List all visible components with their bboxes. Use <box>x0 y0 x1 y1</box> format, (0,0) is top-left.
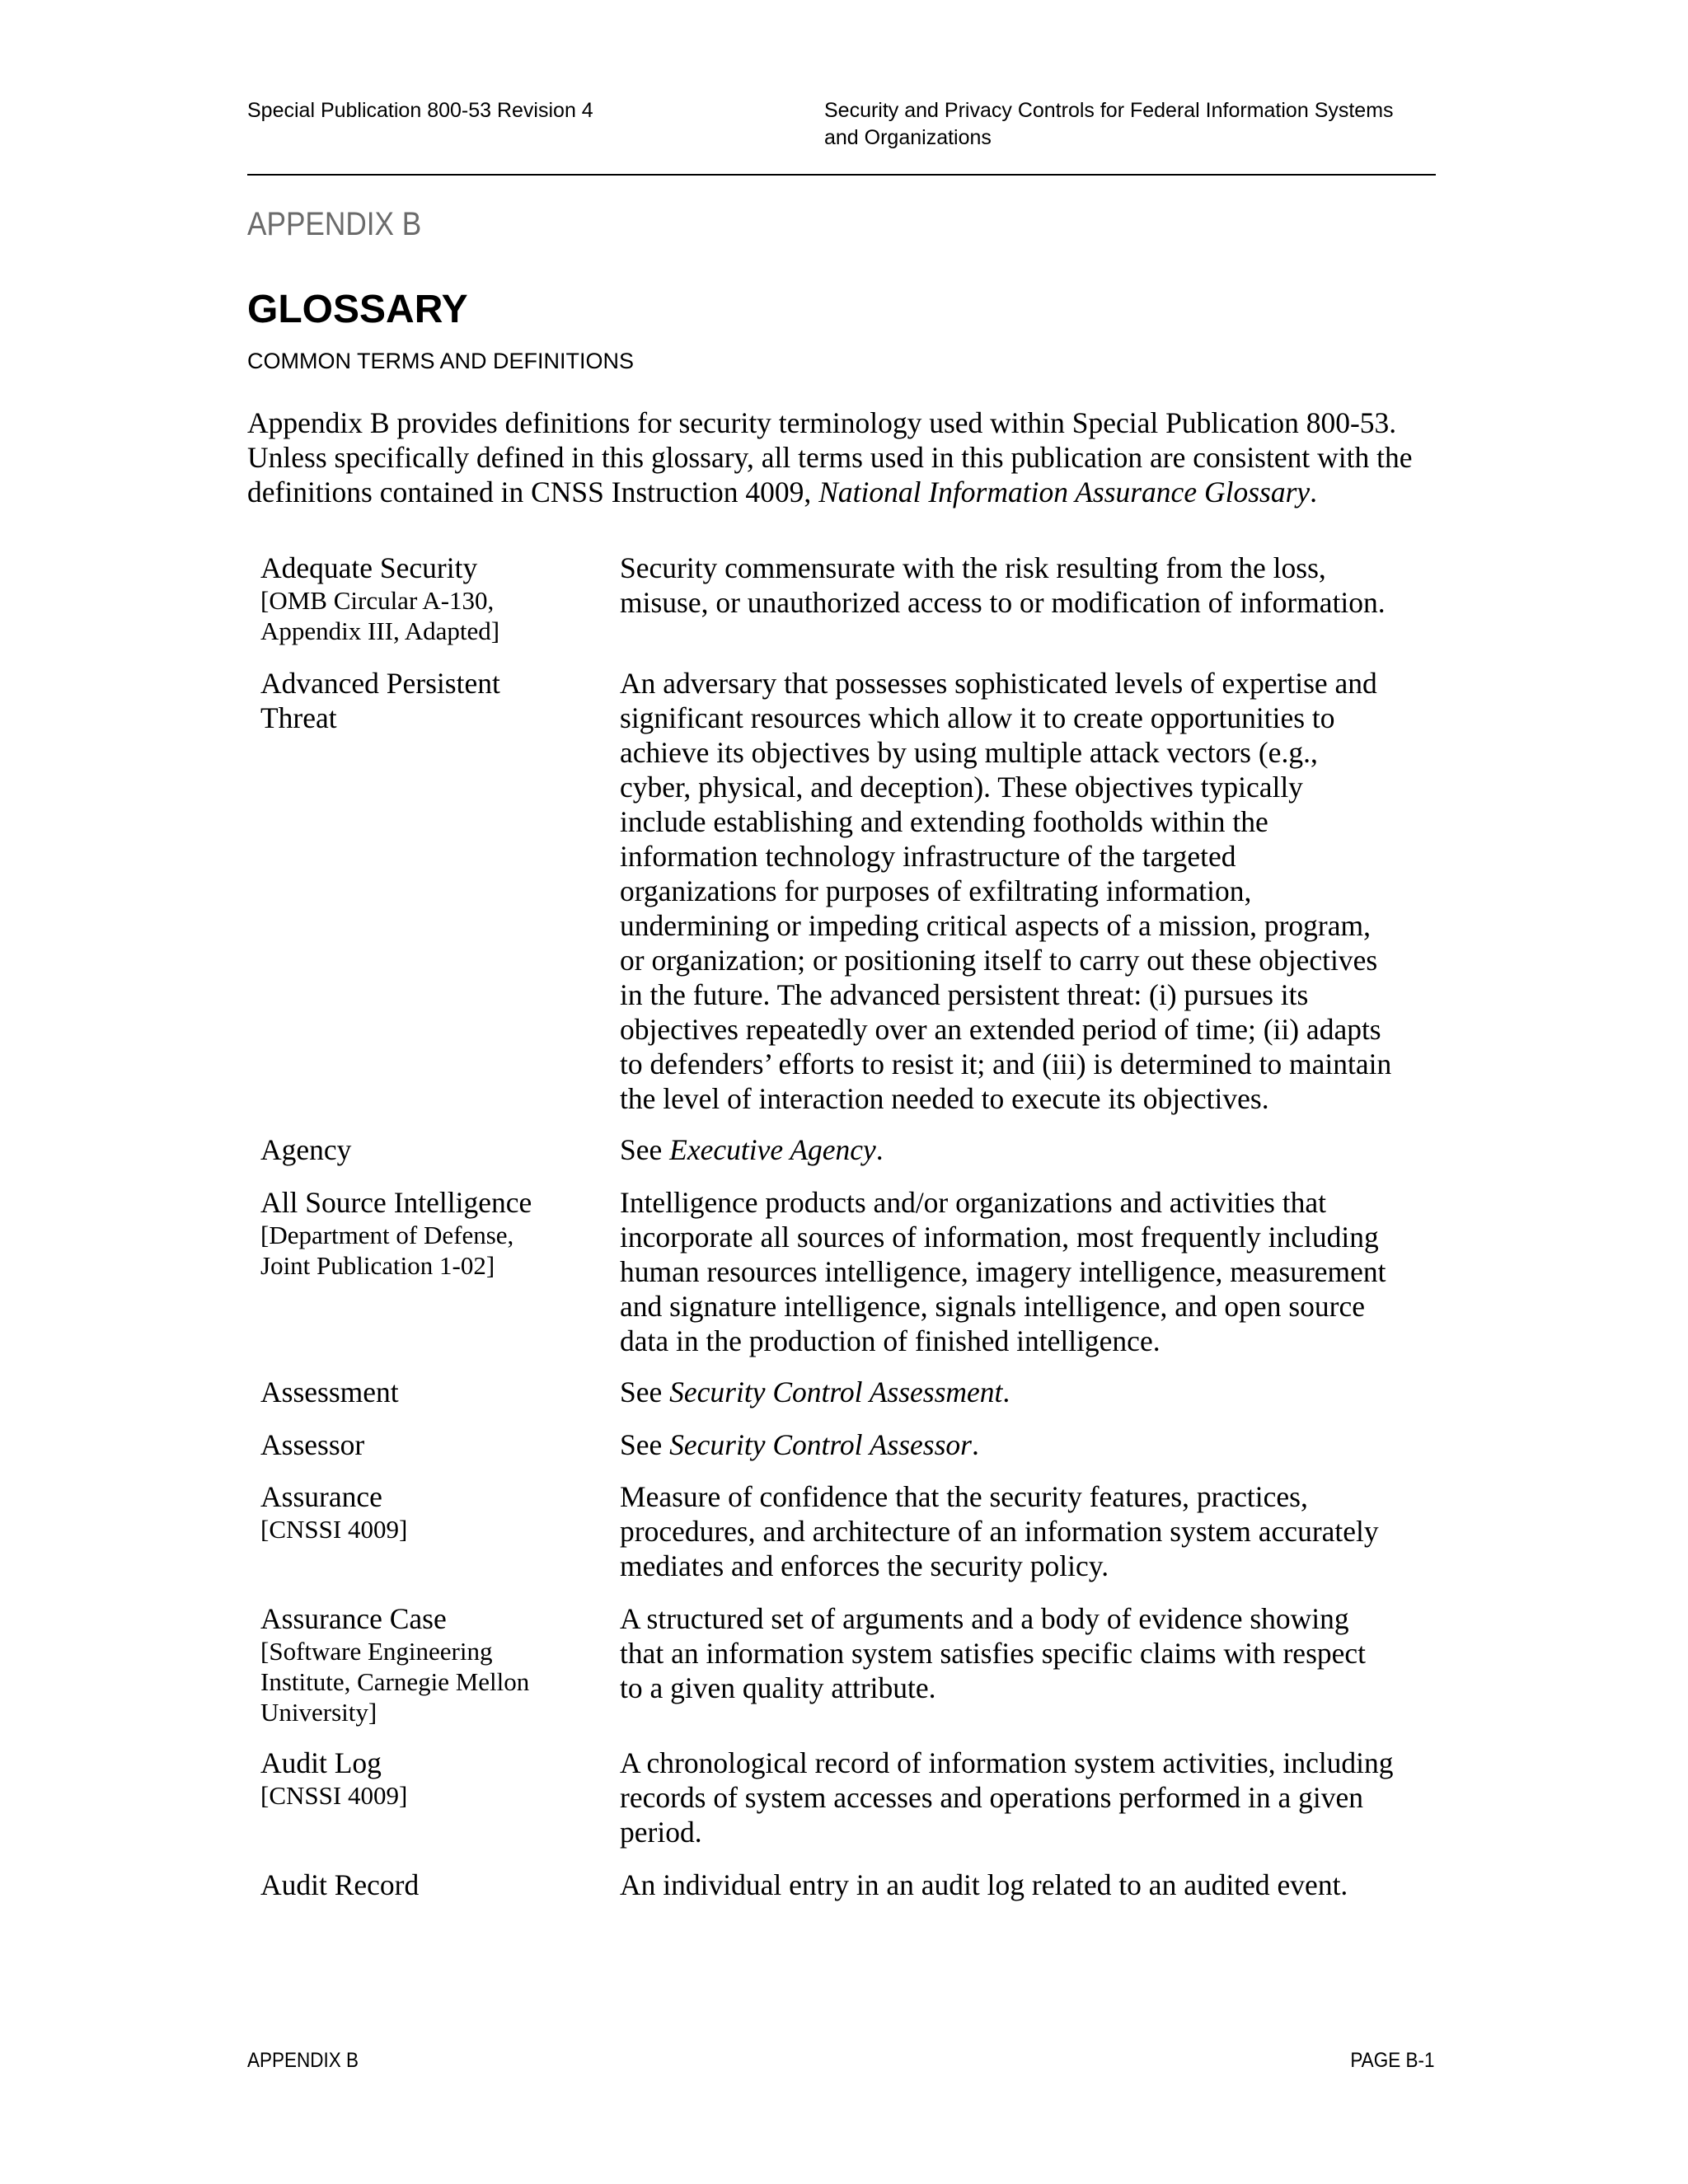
definition-line: misuse, or unauthorized access to or modification of information. <box>620 586 1386 619</box>
term: Agency <box>260 1133 352 1166</box>
term: Assurance <box>260 1480 382 1513</box>
term-source: Joint Publication 1-02] <box>260 1251 495 1280</box>
term: Advanced Persistent <box>260 667 500 700</box>
definition <box>620 1427 1436 1462</box>
definition-line: incorporate all sources of information, most frequently including <box>620 1221 1379 1254</box>
term-source: University] <box>260 1698 377 1727</box>
term: Threat <box>260 701 337 734</box>
intro-text: Appendix B provides definitions for security terminology used within Special Publication 800-53. Unless specifically defined in this glossary, all terms used in this publication are consistent with the definitions contained in CNSS Instruction 4009, <box>247 406 1413 509</box>
definition-line: include establishing and extending footholds within the <box>620 805 1268 838</box>
definition-line: organizations for purposes of exfiltrating information, <box>620 874 1252 907</box>
definition-line: and signature intelligence, signals intelligence, and open source <box>620 1290 1365 1323</box>
term-column <box>260 1479 590 1544</box>
definition-line: data in the production of finished intelligence. <box>620 1324 1160 1357</box>
header-publication: Special Publication 800-53 Revision 4 <box>247 99 593 122</box>
term-source: Institute, Carnegie Mellon <box>260 1667 530 1696</box>
term-column <box>260 551 590 646</box>
definition-line: undermining or impeding critical aspects of a mission, program, <box>620 909 1371 942</box>
definition-line: objectives repeatedly over an extended period of time; (ii) adapts <box>620 1013 1381 1046</box>
footer-page-number: PAGE B-1 <box>1349 2049 1434 2072</box>
definition-line: the level of interaction needed to execute its objectives. <box>620 1082 1269 1115</box>
definition-line: Measure of confidence that the security features, practices, <box>620 1480 1308 1513</box>
see-prefix: See <box>620 1133 670 1166</box>
definition-line: records of system accesses and operations performed in a given <box>620 1781 1363 1814</box>
term: Assessment <box>260 1376 399 1408</box>
definition-line: human resources intelligence, imagery intelligence, measurement <box>620 1255 1386 1288</box>
appendix-label: APPENDIX B <box>247 206 422 242</box>
definition <box>620 551 1436 620</box>
definition-line: to a given quality attribute. <box>620 1671 936 1704</box>
term-source: [Software Engineering <box>260 1637 493 1666</box>
definition-line: achieve its objectives by using multiple attack vectors (e.g., <box>620 736 1318 769</box>
definition-line: A structured set of arguments and a body of evidence showing <box>620 1602 1349 1635</box>
term: Adequate Security <box>260 551 478 584</box>
definition <box>620 1601 1436 1705</box>
definition <box>620 1132 1436 1167</box>
page-subtitle: COMMON TERMS AND DEFINITIONS <box>247 349 635 373</box>
term-column <box>260 1601 590 1727</box>
definition-line: procedures, and architecture of an information system accurately <box>620 1515 1379 1548</box>
intro-glossary-title: National Information Assurance Glossary <box>818 476 1311 509</box>
definition-line: An adversary that possesses sophisticated levels of expertise and <box>620 667 1377 700</box>
definition-line: An individual entry in an audit log related to an audited event. <box>620 1868 1348 1901</box>
definition-line: Intelligence products and/or organizations and activities that <box>620 1186 1326 1219</box>
definition-line: A chronological record of information system activities, including <box>620 1746 1394 1779</box>
definition-line: in the future. The advanced persistent threat: (i) pursues its <box>620 978 1309 1011</box>
definition-line: Security commensurate with the risk resulting from the loss, <box>620 551 1326 584</box>
term-column <box>260 1132 590 1167</box>
definition-line: or organization; or positioning itself to carry out these objectives <box>620 944 1378 977</box>
header-title-line-2: and Organizations <box>824 126 992 149</box>
term-column <box>260 1746 590 1811</box>
see-suffix: . <box>875 1133 884 1166</box>
definition-line: period. <box>620 1816 702 1849</box>
term-source: [Department of Defense, <box>260 1221 514 1249</box>
definition <box>620 1375 1436 1409</box>
term-source: [OMB Circular A-130, <box>260 586 495 615</box>
definition-line: to defenders’ efforts to resist it; and (iii) is determined to maintain <box>620 1047 1392 1080</box>
term-source: [CNSSI 4009] <box>260 1515 408 1544</box>
definition-line: that an information system satisfies specific claims with respect <box>620 1637 1367 1670</box>
see-suffix: . <box>971 1428 979 1461</box>
see-prefix: See <box>620 1428 670 1461</box>
definition-line: significant resources which allow it to create opportunities to <box>620 701 1335 734</box>
definition-line: mediates and enforces the security policy. <box>620 1549 1109 1582</box>
term-source: Appendix III, Adapted] <box>260 616 500 645</box>
term: Assessor <box>260 1428 365 1461</box>
header-title-line-1: Security and Privacy Controls for Federal Information Systems <box>824 99 1394 122</box>
page-title: GLOSSARY <box>247 288 468 331</box>
cross-reference: Security Control Assessment <box>669 1376 1003 1408</box>
term-column <box>260 1185 590 1281</box>
term: Assurance Case <box>260 1602 447 1635</box>
definition-line: information technology infrastructure of the targeted <box>620 840 1236 873</box>
see-prefix: See <box>620 1376 670 1408</box>
term-column <box>260 1375 590 1409</box>
definition <box>620 1746 1436 1849</box>
cross-reference: Executive Agency <box>669 1133 876 1166</box>
definition <box>620 666 1436 1116</box>
header-divider <box>247 174 1436 176</box>
term-column <box>260 1427 590 1462</box>
term-column <box>260 1868 590 1902</box>
term: All Source Intelligence <box>260 1186 532 1219</box>
see-suffix: . <box>1002 1376 1010 1408</box>
term: Audit Record <box>260 1868 420 1901</box>
definition <box>620 1185 1436 1358</box>
term-source: [CNSSI 4009] <box>260 1781 408 1810</box>
definition-line: cyber, physical, and deception). These objectives typically <box>620 771 1303 804</box>
cross-reference: Security Control Assessor <box>669 1428 972 1461</box>
footer-section-label: APPENDIX B <box>247 2049 359 2072</box>
intro-paragraph <box>247 405 1451 509</box>
definition <box>620 1868 1436 1902</box>
term: Audit Log <box>260 1746 382 1779</box>
header-document-title <box>824 97 1451 152</box>
term-column <box>260 666 590 735</box>
definition <box>620 1479 1436 1583</box>
intro-text-end: . <box>1310 476 1318 509</box>
